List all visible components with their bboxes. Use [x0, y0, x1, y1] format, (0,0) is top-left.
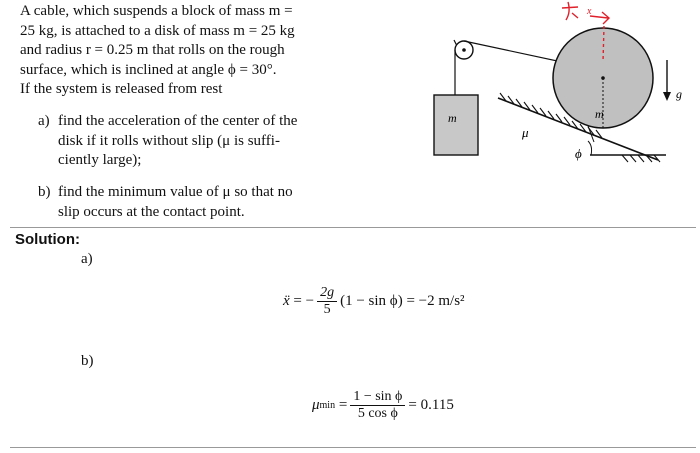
statement-line: surface, which is inclined at angle ϕ = 30°. [20, 61, 277, 78]
incline-diagram [410, 0, 700, 180]
problem-statement [20, 2, 350, 100]
gravity-label: g [676, 87, 682, 101]
eq-a-denominator: 5 [323, 302, 331, 317]
divider-top [10, 227, 696, 228]
question-a-label: a) [38, 113, 50, 129]
eq-a-numerator: 2g [317, 285, 337, 302]
eq-b-fraction [350, 389, 405, 422]
question-a-line: find the acceleration of the center of the [58, 113, 298, 129]
friction-label: μ [522, 125, 529, 140]
eq-b-numerator: 1 − sin ϕ [350, 389, 405, 406]
solution-heading: Solution: [15, 231, 80, 248]
block-mass-label: m [448, 111, 457, 125]
eq-b-equals: = [335, 397, 348, 413]
eq-a-lhs: ẍ [283, 293, 290, 309]
eq-a-rest: (1 − sin ϕ) = −2 m/s² [340, 293, 465, 309]
pulley-axle [462, 48, 466, 52]
eq-a-equals: = − [289, 293, 315, 309]
question-a-line: ciently large); [58, 152, 142, 168]
eq-b-rest: = 0.115 [408, 397, 454, 413]
gravity-arrowhead [663, 92, 671, 101]
angle-arc [588, 141, 592, 155]
statement-line: A cable, which suspends a block of mass m = [20, 3, 293, 19]
eq-a-fraction [317, 285, 337, 318]
statement-line: and radius r = 0.25 m that rolls on the rough [20, 42, 285, 58]
question-a-line: disk if it rolls without slip (μ is suffi- [58, 132, 280, 149]
hanging-block [434, 95, 478, 155]
statement-line: If the system is released from rest [20, 81, 223, 97]
solution-b-label: b) [81, 353, 94, 369]
question-b-label: b) [38, 184, 51, 200]
question-b [38, 183, 348, 222]
question-b-line: slip occurs at the contact point. [58, 203, 245, 220]
x-axis-label: x [587, 6, 592, 17]
eq-b-lhs-subscript: min [319, 400, 336, 411]
solution-a-label: a) [81, 251, 93, 267]
question-a [38, 112, 348, 171]
solution-b-equation [312, 389, 454, 422]
disk-center [601, 76, 605, 80]
statement-line: 25 kg, is attached to a disk of mass m = 25 kg [20, 22, 295, 39]
eq-b-lhs: μ [312, 397, 320, 413]
divider-bottom [10, 447, 696, 448]
angle-label: ϕ [575, 146, 582, 161]
solution-a-equation [283, 285, 465, 318]
disk-mass-label: m [595, 107, 604, 121]
eq-b-denominator: 5 cos ϕ [357, 406, 398, 421]
question-b-line: find the minimum value of μ so that no [58, 184, 293, 200]
